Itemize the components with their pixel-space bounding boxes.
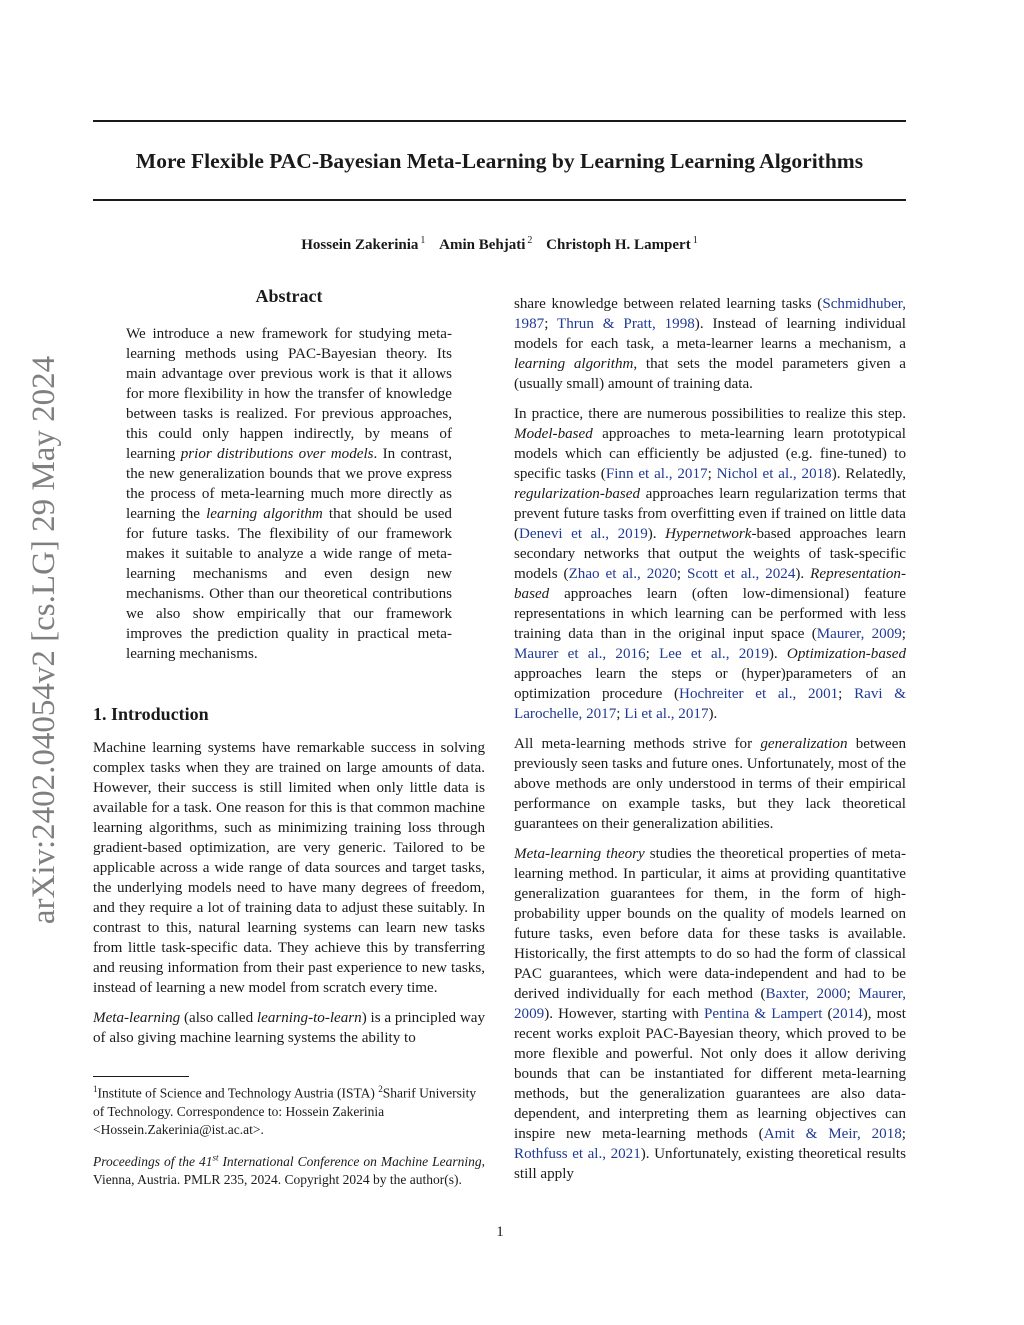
right-column xyxy=(514,294,906,1184)
author: Amin Behjati $^2$ xyxy=(439,235,533,253)
citation-link[interactable]: Finn et al., 2017 xyxy=(605,466,708,482)
title-rule-bottom xyxy=(93,199,906,201)
citation-link[interactable]: Rothfuss et al., 2021 xyxy=(514,1146,641,1162)
right-paragraph-4: Meta-learning theory studies the theoretical properties of meta-learning method. In particular, it aims at providing quantitative generalization guarantees for them, in the form of high-probability upper bounds on the quality of models learned on future tasks, even before data for these tasks is available. Historically, the first attempts to do so had the form of classical PAC guarantees, which were data-independent and had to be derived individually for each method (Baxter, 2000; Maurer, 2009). However, starting with Pentina & Lampert (2014), most recent works exploit PAC-Bayesian theory, which proved to be more flexible and powerful. Not only does it allow deriving bounds that can be instantiated for different meta-learning methods, but the generalization guarantees are also data-dependent, and interpreting them as learning objectives can inspire new meta-learning methods (Amit & Meir, 2018; Rothfuss et al., 2021). Unfortunately, existing theoretical results still apply xyxy=(514,846,906,1182)
citation-link[interactable]: 2014 xyxy=(832,1006,863,1022)
proceedings-note: Proceedings of the 41st International Conference on Machine Learning, Vienna, Austria. PMLR 235, 2024. Copyright 2024 by the author(s). xyxy=(93,1152,485,1187)
footnote-rule xyxy=(93,1076,189,1077)
section-heading-introduction: 1. Introduction xyxy=(93,704,209,724)
citation-link[interactable]: Lee et al., 2019 xyxy=(659,646,769,662)
affiliation-footnote: $^1$Institute of Science and Technology Austria (ISTA) $^2$Sharif University of Technology. Correspondence to: Hossein Zakerinia <Hossein.Zakerinia@ist.ac.at>. xyxy=(93,1084,477,1137)
arxiv-stamp: arXiv:2402.04054v2 [cs.LG] 29 May 2024 xyxy=(26,355,62,925)
citation-link[interactable]: Maurer, 2009 xyxy=(514,986,906,1022)
author-list xyxy=(93,235,906,254)
citation-link[interactable]: Scott et al., 2024 xyxy=(687,566,796,582)
abstract-heading: Abstract xyxy=(255,286,323,306)
citation-link[interactable]: Maurer, 2009 xyxy=(816,626,902,642)
right-paragraph-1: share knowledge between related learning tasks (Schmidhuber, 1987; Thrun & Pratt, 1998). Instead of learning individual models for each task, a meta-learner learns a mechanism, a learning algorithm, that sets the model parameters given a (usually small) amount of training data. xyxy=(514,296,906,392)
author: Hossein Zakerinia $^1$ xyxy=(301,235,426,253)
citation-link[interactable]: Baxter, 2000 xyxy=(765,986,847,1002)
paper-title: More Flexible PAC-Bayesian Meta-Learning by Learning Learning Algorithms xyxy=(135,149,864,173)
citation-link[interactable]: Denevi et al., 2019 xyxy=(519,526,648,542)
right-paragraph-3: All meta-learning methods strive for generalization between previously seen tasks and future ones. Unfortunately, most of the above methods are only understood in terms of their empirical performance on example tasks, but they lack theoretical guarantees on their generalization abilities. xyxy=(514,736,907,832)
citation-link[interactable]: Li et al., 2017 xyxy=(624,706,709,722)
left-column xyxy=(93,284,485,1048)
citation-link[interactable]: Hochreiter et al., 2001 xyxy=(679,686,839,702)
title-rule-top xyxy=(93,120,906,122)
citation-link[interactable]: Zhao et al., 2020 xyxy=(568,566,677,582)
page-number: 1 xyxy=(496,1224,504,1240)
citation-link[interactable]: Ravi & Larochelle, 2017 xyxy=(514,686,906,722)
citation-link[interactable]: Nichol et al., 2018 xyxy=(716,466,832,482)
author: Christoph H. Lampert $^1$ xyxy=(546,235,698,253)
intro-paragraph-2: Meta-learning (also called learning-to-learn) is a principled way of also giving machine learning systems the ability to xyxy=(93,1010,485,1046)
citation-link[interactable]: Schmidhuber, 1987 xyxy=(514,296,906,332)
right-paragraph-2: In practice, there are numerous possibilities to realize this step. Model-based approaches to meta-learning learn prototypical models which can efficiently be adjusted (e.g. fine-tuned) to specific tasks (Finn et al., 2017; Nichol et al., 2018). Relatedly, regularization-based approaches learn regularization terms that prevent future tasks from overfitting even if trained on little data (Denevi et al., 2019). Hypernetwork-based approaches learn secondary networks that output the weights of task-specific models (Zhao et al., 2020; Scott et al., 2024). Representation-based approaches learn (often low-dimensional) feature representations in which learning can be performed with less training data than in the original input space (Maurer, 2009; Maurer et al., 2016; Lee et al., 2019). Optimization-based approaches learn the steps or (hyper)parameters of an optimization procedure (Hochreiter et al., 2001; Ravi & Larochelle, 2017; Li et al., 2017). xyxy=(514,406,907,722)
citation-link[interactable]: Pentina & Lampert xyxy=(704,1006,823,1022)
citation-link[interactable]: Maurer et al., 2016 xyxy=(514,646,646,662)
abstract-body: We introduce a new framework for studying meta-learning methods using PAC-Bayesian theory. Its main advantage over previous work is that it allows for more flexibility in how the transfer of knowledge between tasks is realized. For previous approaches, this could only happen indirectly, by means of learning prior distributions over models. In contrast, the new generalization bounds that we prove express the process of meta-learning much more directly as learning the learning algorithm that should be used for future tasks. The flexibility of our framework makes it suitable to analyze a wide range of meta-learning mechanisms and even design new mechanisms. Other than our theoretical contributions we also show empirically that our framework improves the prediction quality in practical meta-learning mechanisms. xyxy=(126,326,452,662)
citation-link[interactable]: Amit & Meir, 2018 xyxy=(763,1126,902,1142)
intro-paragraph-1: Machine learning systems have remarkable success in solving complex tasks when they are trained on large amounts of data. However, their success is still limited when only little data is available for a task. One reason for this is that common machine learning algorithms, such as minimizing training loss through gradient-based optimization, are very generic. Tailored to be applicable across a wide range of data sources and target tasks, the underlying models need to have many degrees of freedom, and they require a lot of training data to adjust these suitably. In contrast to this, natural learning systems can learn new tasks from little task-specific data. They achieve this by transferring and reusing information from their past experience to new tasks, instead of learning a new model from scratch every time. xyxy=(93,740,485,996)
citation-link[interactable]: Thrun & Pratt, 1998 xyxy=(557,316,695,332)
